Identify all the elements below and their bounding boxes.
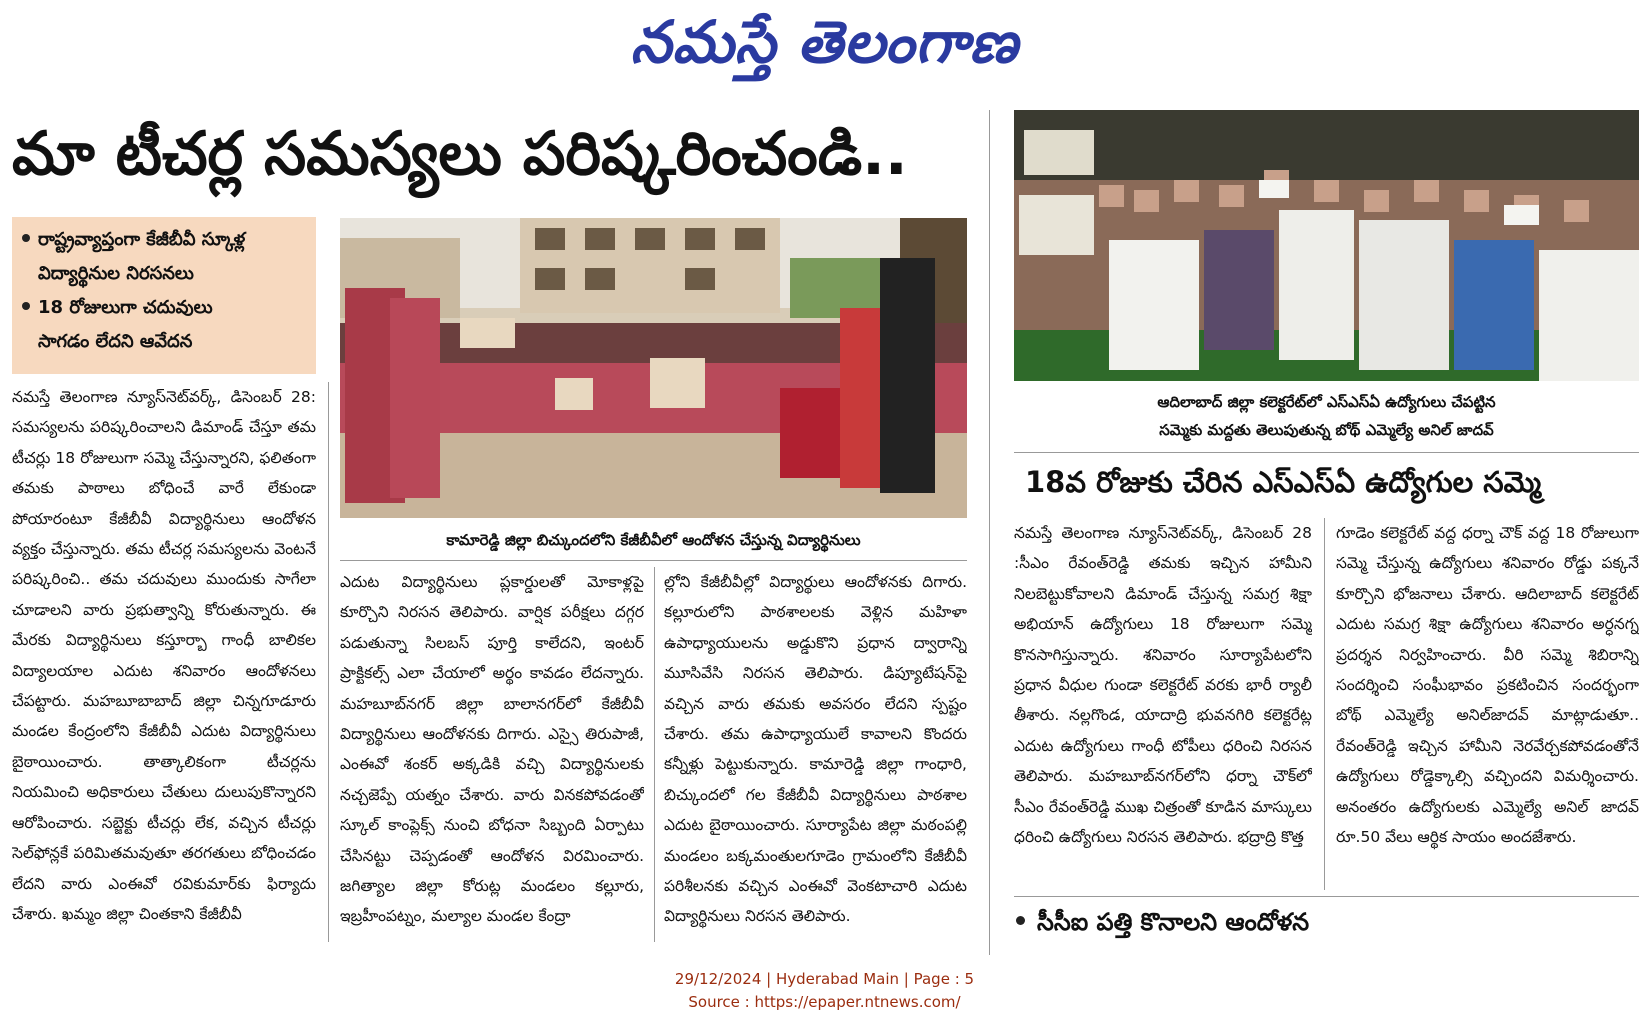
highlights-box <box>12 217 316 374</box>
section-divider <box>989 110 990 955</box>
newspaper-logo: నమస్తే తెలంగాణ <box>630 8 1019 76</box>
story-column-1: నమస్తే తెలంగాణ న్యూస్‌నెట్‌వర్క్‌, డిసెంబర్‌ 28: సమస్యలను పరిష్కరించాలని డిమాండ్‌ చేస్తూ తమ టీచర్లు 18 రోజులుగా సమ్మె చేస్తున్నారని, ఫలితంగా తమకు పాఠాలు బోధించే వారే లేకుండా పోయారంటూ కేజీబీవీ విద్యార్థినులు ఆందోళన వ్యక్తం చేస్తున్నారు. తమ టీచర్ల సమస్యలను వెంటనే పరిష్కరించి.. తమ చదువులు ముందుకు సాగేలా చూడాలని వారు ప్రభుత్వాన్ని కోరుతున్నారు. ఈ మేరకు విద్యార్థినులు కస్తూర్బా గాంధీ బాలికల విద్యాలయాల ఎదుట శనివారం ఆందోళనలు చేపట్టారు. మహబూబాబాద్‌ జిల్లా చిన్నగూడూరు మండల కేంద్రంలోని కేజీబీవీ ఎదుట విద్యార్థినులు బైఠాయించారు. తాత్కాలికంగా టీచర్లను నియమించి అధికారులు చేతులు దులుపుకొన్నారని ఆరోపించారు. సబ్జెక్టు టీచర్లు లేక, వచ్చిన టీచర్లు సెల్‌ఫోన్లకే పరిమితమవుతూ తరగతులు బోధించడం లేదని వారు ఎంఈవో రవికుమార్‌కు ఫిర్యాదు చేశారు. ఖమ్మం జిల్లా చింతకాని కేజీబీవీ <box>12 388 316 923</box>
second-headline: 18వ రోజుకు చేరిన ఎస్‌ఎస్‌ఏ ఉద్యోగుల సమ్మె <box>1025 465 1542 499</box>
teaser <box>1016 908 1636 942</box>
story-column-2: ఎదుట విద్యార్థినులు ప్లకార్డులతో మోకాళ్లపై కూర్చొని నిరసన తెలిపారు. వార్షిక పరీక్షలు దగ్గర పడుతున్నా సిలబస్‌ పూర్తి కాలేదని, ఇంటర్‌ ప్రాక్టికల్స్‌ ఎలా చేయాలో అర్థం కావడం లేదన్నారు. మహబూబ్‌నగర్‌ జిల్లా బాలానగర్‌లో కేజీబీవీ విద్యార్థినులు ఆందోళనకు దిగారు. ఎస్సై తిరుపాజీ, ఎంఈవో శంకర్‌ అక్కడికి వచ్చి విద్యార్థినులకు నచ్చజెప్పే యత్నం చేశారు. వారు వినకపోవడంతో స్కూల్‌ కాంప్లెక్స్‌ నుంచి బోధనా సిబ్బంది ఏర్పాటు చేసినట్టు చెప్పడంతో ఆందోళన విరమించారు. జగిత్యాల జిల్లా కోరుట్ల మండలం కల్లూరు, ఇబ్రహీంపట్నం, మల్యాల మండల కేంద్రా <box>340 573 644 926</box>
collectorate-protest-photo <box>1014 110 1639 381</box>
collectorate-photo-caption-line1: ఆదిలాబాద్‌ జిల్లా కలెక్టరేట్‌లో ఎస్‌ఎస్‌ఏ ఉద్యోగులు చేపట్టిన <box>1157 393 1496 411</box>
protest-photo-illustration <box>340 218 967 518</box>
column-divider <box>1324 518 1325 890</box>
highlight-item: విద్యార్థినుల నిరసనలు <box>38 263 194 284</box>
divider <box>1014 452 1639 453</box>
bullet-icon <box>1016 916 1025 925</box>
students-photo-caption: కామారెడ్డి జిల్లా బిచ్కుందలోని కేజీబీవీలో ఆందోళన చేస్తున్న విద్యార్థినులు <box>446 531 861 549</box>
highlight-item: రాష్ట్రవ్యాప్తంగా కేజీబీవీ స్కూళ్ల <box>22 223 308 257</box>
teaser-headline: సీసీఐ పత్తి కొనాలని ఆందోళన <box>1037 908 1310 936</box>
story-column-4: నమస్తే తెలంగాణ న్యూస్‌నెట్‌వర్క్‌, డిసెంబర్‌ 28 :సీఎం రేవంత్‌రెడ్డి తమకు ఇచ్చిన హామీని నిలబెట్టుకోవాలని డిమాండ్‌ చేస్తున్న సమగ్ర శిక్షా అభియాన్‌ ఉద్యోగులు 18 రోజులుగా సమ్మె కొనసాగిస్తున్నారు. శనివారం సూర్యాపేటలోని ప్రధాన వీధుల గుండా కలెక్టరేట్‌ వరకు భారీ ర్యాలీ తీశారు. నల్లగొండ, యాదాద్రి భువనగిరి కలెక్టరేట్ల ఎదుట ఉద్యోగులు గాంధీ టోపీలు ధరించి నిరసన తెలిపారు. మహబూబ్‌నగర్‌లోని ధర్నా చౌక్‌లో సీఎం రేవంత్‌రెడ్డి ముఖ చిత్రంతో కూడిన మాస్కులు ధరించి ఉద్యోగులు నిరసన తెలిపారు. భద్రాద్రి కొత్త <box>1014 524 1312 847</box>
divider <box>340 560 967 561</box>
sitin-photo-illustration <box>1014 110 1639 381</box>
story-column-5: గూడెం కలెక్టరేట్‌ వద్ద ధర్నా చౌక్‌ వద్ద 18 రోజులుగా సమ్మె చేస్తున్న ఉద్యోగులు శనివారం రోడ్డు పక్కనే కూర్చొని భోజనాలు చేశారు. ఆదిలాబాద్‌ కలెక్టరేట్‌ ఎదుట సమగ్ర శిక్షా ఉద్యోగులు శనివారం అర్ధనగ్న ప్రదర్శన నిర్వహించారు. వీరి సమ్మె శిబిరాన్ని సందర్శించి సంఘీభావం ప్రకటించిన సందర్భంగా బోథ్‌ ఎమ్మెల్యే అనిల్‌జాదవ్‌ మాట్లాడుతూ.. రేవంత్‌రెడ్డి ఇచ్చిన హామీని నెరవేర్చకపోవడంతోనే ఉద్యోగులు రోడ్డెక్కాల్సి వచ్చిందని విమర్శించారు. అనంతరం ఉద్యోగులకు ఎమ్మెల్యే అనిల్‌ జాదవ్‌ రూ.50 వేలు ఆర్థిక సాయం అందజేశారు. <box>1336 524 1639 847</box>
divider <box>1014 896 1639 897</box>
highlight-item: 18 రోజులుగా చదువులు <box>22 291 308 325</box>
bullet-icon <box>22 234 30 242</box>
collectorate-photo-caption-line2: సమ్మెకు మద్దతు తెలుపుతున్న బోథ్‌ ఎమ్మెల్యే అనిల్‌ జాదవ్‌ <box>1159 421 1494 439</box>
column-divider <box>654 567 655 942</box>
footer-source: Source : https://epaper.ntnews.com/ <box>688 993 961 1011</box>
footer-date-edition: 29/12/2024 | Hyderabad Main | Page : 5 <box>674 970 975 988</box>
bullet-icon <box>22 302 30 310</box>
masthead <box>0 8 1649 91</box>
main-headline: మా టీచర్ల సమస్యలు పరిష్కరించండి.. <box>12 119 908 189</box>
story-column-3: ల్లోని కేజీబీవీల్లో విద్యార్థులు ఆందోళనకు దిగారు. కల్లూరులోని పాఠశాలలకు వెళ్లిన మహిళా ఉపాధ్యాయులను అడ్డుకొని ప్రధాన ద్వారాన్ని మూసివేసి నిరసన తెలిపారు. డిప్యూటేషన్‌పై వచ్చిన వారు తమకు అవసరం లేదని స్పష్టం చేశారు. తమ ఉపాధ్యాయులే కావాలని కొందరు కన్నీళ్లు పెట్టుకున్నారు. కామారెడ్డి జిల్లా గాంధారి, బిచ్కుందలో గల కేజీబీవీ విద్యార్థినులు పాఠశాల ఎదుట బైఠాయించారు. సూర్యాపేట జిల్లా మఠంపల్లి మండలం బక్కమంతులగూడెం గ్రామంలోని కేజీబీవీ పరిశీలనకు వచ్చిన ఎంఈవో వెంకటాచారి ఎదుట విద్యార్థినులు నిరసన తెలిపారు. <box>664 573 967 926</box>
highlight-item: సాగడం లేదని ఆవేదన <box>38 331 193 352</box>
students-protest-photo <box>340 218 967 518</box>
column-divider <box>328 382 329 942</box>
